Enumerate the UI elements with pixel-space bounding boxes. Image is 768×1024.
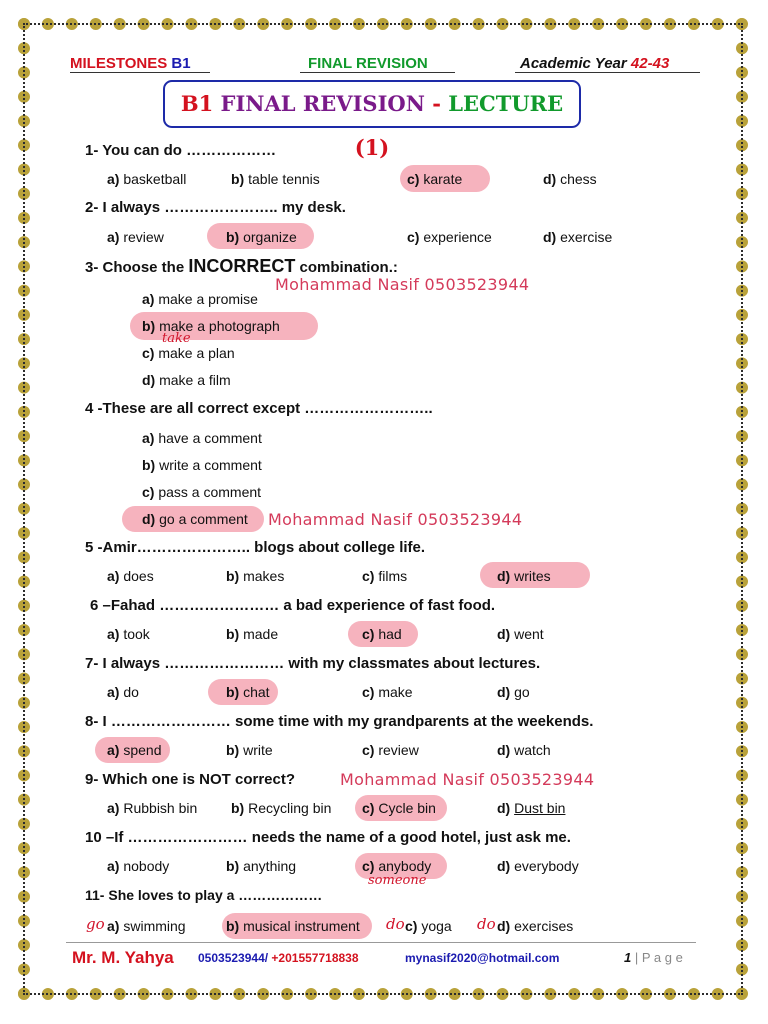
header-underline: [515, 72, 700, 73]
header-final-revision: FINAL REVISION: [308, 55, 428, 72]
handwritten-note: do: [477, 915, 496, 933]
handwritten-signature: Mohammad Nasif 0503523944: [268, 510, 523, 529]
header-underline: [300, 72, 455, 73]
option-d: d) everybody: [497, 858, 579, 874]
option-b: b) Recycling bin: [231, 800, 332, 816]
option-c: c) Cycle bin: [362, 800, 436, 816]
option-a: a) does: [107, 568, 154, 584]
option-d: d) watch: [497, 742, 551, 758]
option-b: b) makes: [226, 568, 285, 584]
option-d: d) Dust bin: [497, 800, 566, 816]
option-d: d) went: [497, 626, 544, 642]
option-c: c) make a plan: [142, 345, 235, 361]
question-7: 7- I always …………………… with my classmates about lectures.: [85, 655, 541, 672]
option-b: b) chat: [226, 684, 270, 700]
option-b: b) musical instrument: [226, 918, 360, 934]
question-11: 11- She loves to play a ………………: [85, 887, 323, 903]
option-a: a) Rubbish bin: [107, 800, 198, 816]
option-a: a) review: [107, 229, 164, 245]
option-d: d) writes: [497, 568, 551, 584]
teacher-phone: 0503523944/ +201557718838: [198, 951, 359, 965]
option-a: a) have a comment: [142, 430, 262, 446]
option-d: d) go: [497, 684, 530, 700]
option-b: b) table tennis: [231, 171, 320, 187]
option-c: c) experience: [407, 229, 492, 245]
option-a: a) nobody: [107, 858, 170, 874]
option-c: c) yoga: [405, 918, 452, 934]
question-3: 3- Choose the INCORRECT combination.:: [85, 256, 398, 276]
option-b: b) made: [226, 626, 279, 642]
question-8: 8- I …………………… some time with my grandparents at the weekends.: [85, 713, 594, 730]
option-a: a) spend: [107, 742, 162, 758]
option-b: b) anything: [226, 858, 297, 874]
question-6: 6 –Fahad …………………… a bad experience of fast food.: [90, 597, 496, 614]
option-a: a) took: [107, 626, 150, 642]
option-b: b) organize: [226, 229, 297, 245]
option-c: c) had: [362, 626, 402, 642]
question-5: 5 -Amir………………….. blogs about college life.: [85, 539, 426, 556]
footer-divider: [66, 942, 696, 943]
question-10: 10 –If …………………… needs the name of a good hotel, just ask me.: [85, 829, 571, 846]
lecture-title: B1 FINAL REVISION - LECTURE (1): [163, 80, 581, 128]
question-4: 4 -These are all correct except ……………………..: [85, 400, 433, 417]
option-d: d) go a comment: [142, 511, 248, 527]
option-d: d) exercises: [497, 918, 574, 934]
option-a: a) basketball: [107, 171, 187, 187]
option-a: a) make a promise: [142, 291, 258, 307]
option-a: a) swimming: [107, 918, 186, 934]
option-c: c) karate: [407, 171, 463, 187]
header-academic-year: Academic Year 42-43: [520, 55, 670, 72]
option-b: b) write a comment: [142, 457, 262, 473]
option-c: c) anybody: [362, 858, 432, 874]
page-number: 1 | P a g e: [624, 950, 683, 965]
handwritten-signature: Mohammad Nasif 0503523944: [275, 275, 530, 294]
option-d: d) chess: [543, 171, 597, 187]
teacher-email: mynasif2020@hotmail.com: [405, 951, 560, 965]
header-milestones: MILESTONES B1: [70, 55, 191, 72]
question-2: 2- I always ………………….. my desk.: [85, 199, 346, 216]
handwritten-note: do: [386, 915, 405, 933]
option-d: d) make a film: [142, 372, 231, 388]
question-9: 9- Which one is NOT correct?: [85, 771, 296, 788]
handwritten-note: go: [86, 915, 105, 933]
option-c: c) make: [362, 684, 413, 700]
option-c: c) pass a comment: [142, 484, 262, 500]
option-d: d) exercise: [543, 229, 613, 245]
option-c: c) review: [362, 742, 419, 758]
question-1: 1- You can do ………………: [85, 142, 277, 159]
option-b: b) write: [226, 742, 273, 758]
handwritten-correction: someone: [368, 873, 427, 888]
option-a: a) do: [107, 684, 139, 700]
option-c: c) films: [362, 568, 408, 584]
handwritten-correction: take: [162, 331, 191, 346]
header-underline: [70, 72, 210, 73]
teacher-name: Mr. M. Yahya: [72, 948, 174, 967]
option-b: b) make a photograph: [142, 318, 280, 334]
handwritten-signature: Mohammad Nasif 0503523944: [340, 770, 595, 789]
